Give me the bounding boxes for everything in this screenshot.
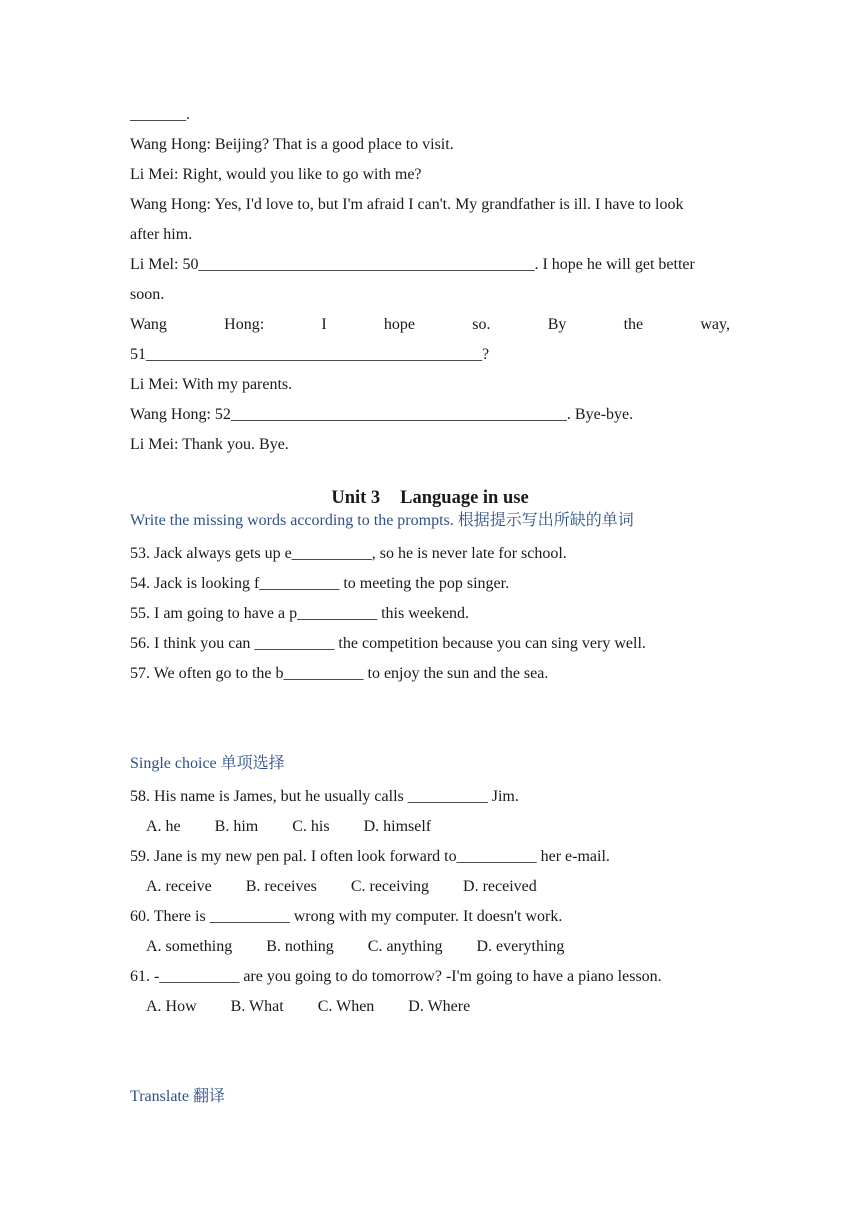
option: B. nothing bbox=[266, 938, 334, 955]
dialogue-line-blank-50: Li Mel: 50__________________________________________. I hope he will get better bbox=[130, 256, 695, 273]
dialogue-line: Li Mei: With my parents. bbox=[130, 376, 293, 393]
dialogue-word: I bbox=[321, 316, 327, 333]
question-53: 53. Jack always gets up e__________, so he is never late for school. bbox=[130, 545, 567, 562]
question-56: 56. I think you can __________ the competition because you can sing very well. bbox=[130, 635, 646, 652]
question-57: 57. We often go to the b__________ to enjoy the sun and the sea. bbox=[130, 665, 549, 682]
dialogue-line-blank-52: Wang Hong: 52__________________________________________. Bye-bye. bbox=[130, 406, 634, 423]
question-59: 59. Jane is my new pen pal. I often look forward to__________ her e-mail. bbox=[130, 848, 610, 865]
dialogue-word: the bbox=[623, 316, 644, 333]
options-61 bbox=[146, 997, 500, 1017]
options-58 bbox=[146, 817, 461, 837]
dialogue-word: Wang bbox=[130, 316, 167, 333]
options-59 bbox=[146, 877, 567, 897]
question-54: 54. Jack is looking f__________ to meeting the pop singer. bbox=[130, 575, 510, 592]
dialogue-line-blank-51: 51__________________________________________? bbox=[130, 346, 490, 363]
unit-title bbox=[130, 486, 730, 510]
section-instruction: Write the missing words according to the prompts. 根据提示写出所缺的单词 bbox=[130, 512, 634, 529]
dialogue-line: Li Mei: Thank you. Bye. bbox=[130, 436, 289, 453]
dialogue-word: By bbox=[547, 316, 567, 333]
dialogue-word: Hong: bbox=[224, 316, 265, 333]
section-instruction: Single choice 单项选择 bbox=[130, 755, 285, 772]
dialogue-word: hope bbox=[383, 316, 416, 333]
dialogue-line: Wang Hong: Yes, I'd love to, but I'm afraid I can't. My grandfather is ill. I have to look bbox=[130, 196, 684, 213]
option: B. receives bbox=[245, 878, 317, 895]
question-60: 60. There is __________ wrong with my computer. It doesn't work. bbox=[130, 908, 563, 925]
option: A. something bbox=[146, 938, 233, 955]
dialogue-word: so. bbox=[472, 316, 491, 333]
option: C. When bbox=[317, 998, 375, 1015]
unit-subtitle: Language in use bbox=[400, 488, 529, 508]
option: C. anything bbox=[367, 938, 443, 955]
dialogue-line: Li Mei: Right, would you like to go with me? bbox=[130, 166, 422, 183]
option: C. receiving bbox=[350, 878, 430, 895]
question-58: 58. His name is James, but he usually calls __________ Jim. bbox=[130, 788, 519, 805]
option: C. his bbox=[292, 818, 330, 835]
option: B. him bbox=[214, 818, 259, 835]
dialogue-line: after him. bbox=[130, 226, 193, 243]
question-61: 61. -__________ are you going to do tomorrow? -I'm going to have a piano lesson. bbox=[130, 968, 662, 985]
option: D. everything bbox=[476, 938, 565, 955]
question-55: 55. I am going to have a p__________ this weekend. bbox=[130, 605, 470, 622]
dialogue-blank-end: _______. bbox=[130, 106, 190, 123]
option: A. receive bbox=[146, 878, 212, 895]
dialogue-line: Wang Hong: Beijing? That is a good place to visit. bbox=[130, 136, 454, 153]
option: D. himself bbox=[363, 818, 432, 835]
option: B. What bbox=[230, 998, 284, 1015]
option: D. Where bbox=[408, 998, 471, 1015]
options-60 bbox=[146, 937, 594, 957]
unit-number: Unit 3 bbox=[331, 488, 381, 508]
option: A. How bbox=[146, 998, 197, 1015]
option: D. received bbox=[463, 878, 537, 895]
option: A. he bbox=[146, 818, 181, 835]
section-instruction: Translate 翻译 bbox=[130, 1088, 225, 1105]
dialogue-line: soon. bbox=[130, 286, 165, 303]
dialogue-word: way, bbox=[700, 316, 730, 333]
dialogue-line-justified bbox=[130, 315, 730, 335]
